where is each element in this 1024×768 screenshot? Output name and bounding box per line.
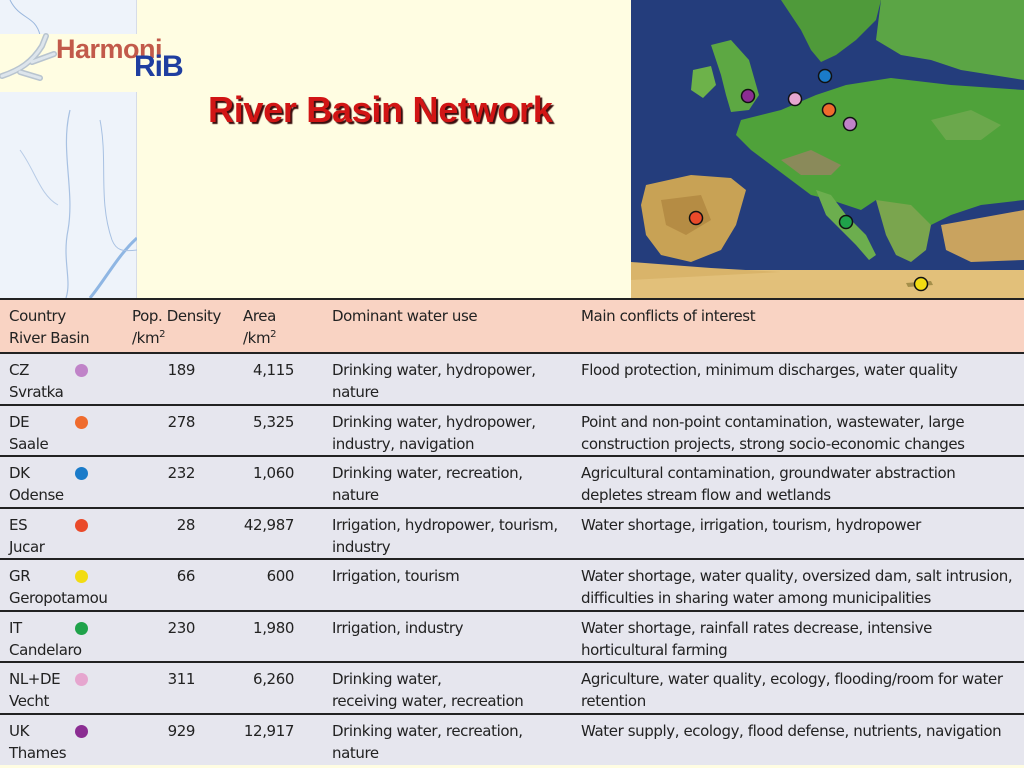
logo-text-rib: RiB <box>134 50 183 83</box>
cell-area: 42,987 <box>233 508 322 560</box>
basin-color-dot <box>75 364 88 377</box>
basin-color-dot <box>75 519 88 532</box>
header-water-use: Dominant water use <box>322 300 571 353</box>
basin-color-dot <box>75 725 88 738</box>
cell-area: 4,115 <box>233 353 322 405</box>
table-row <box>0 508 1024 560</box>
table-row <box>0 456 1024 508</box>
country-code: GR <box>9 567 31 585</box>
map-marker-de <box>823 104 836 117</box>
map-marker-es <box>690 212 703 225</box>
basin-color-dot <box>75 673 88 686</box>
header-area: Area $/km^2$ <box>233 300 322 353</box>
cell-water-use: Drinking water, receiving water, recreation <box>322 662 571 714</box>
map-marker-it <box>840 216 853 229</box>
country-code: CZ <box>9 361 29 379</box>
map-marker-dk <box>819 70 832 83</box>
cell-country-basin <box>0 405 122 457</box>
map-marker-cz <box>844 118 857 131</box>
cell-country-basin <box>0 611 122 663</box>
country-code: UK <box>9 721 30 740</box>
cell-pop-density: 311 <box>122 662 233 714</box>
river-basin-name: Candelaro <box>9 640 82 659</box>
cell-conflicts: Water supply, ecology, flood defense, nutrients, navigation <box>581 721 1002 740</box>
cell-area: 1,980 <box>233 611 322 663</box>
cell-conflicts: Agricultural contamination, groundwater abstraction depletes stream flow and wetlands <box>571 456 1024 508</box>
europe-map <box>631 0 1024 298</box>
cell-conflicts: Point and non-point contamination, wastewater, large construction projects, strong socio-economic changes <box>571 405 1024 457</box>
page-title: River Basin Network <box>208 89 553 130</box>
cell-pop-density: 232 <box>122 456 233 508</box>
cell-country-basin <box>0 353 122 405</box>
country-code: DE <box>9 412 30 431</box>
cell-water-use: Drinking water, recreation, nature <box>322 456 571 508</box>
basin-color-dot <box>75 467 88 480</box>
country-code: NL+DE <box>9 670 61 688</box>
map-marker-uk <box>742 90 755 103</box>
cell-country-basin <box>0 559 122 611</box>
river-basin-name: Saale <box>9 434 49 453</box>
cell-conflicts: Water shortage, irrigation, tourism, hydropower <box>571 508 1024 560</box>
header-conflicts: Main conflicts of interest <box>571 300 1024 353</box>
cell-country-basin <box>0 456 122 508</box>
header-country: Country River Basin <box>0 300 122 353</box>
river-basin-name: Geropotamou <box>9 589 108 607</box>
river-basin-name: Thames <box>9 743 67 762</box>
cell-water-use: Irrigation, tourism <box>322 559 571 611</box>
table-row <box>0 714 1024 766</box>
country-code: IT <box>9 618 22 637</box>
river-basin-name: Jucar <box>9 537 45 556</box>
river-basin-table <box>0 298 1024 768</box>
basin-color-dot <box>75 570 88 583</box>
cell-conflicts: Flood protection, minimum discharges, water quality <box>571 353 1024 405</box>
cell-pop-density: 278 <box>122 405 233 457</box>
table-row <box>0 405 1024 457</box>
logo-text-harmoni: Harmoni <box>56 34 163 64</box>
cell-area: 5,325 <box>233 405 322 457</box>
cell-area: 6,260 <box>233 662 322 714</box>
basin-color-dot <box>75 416 88 429</box>
map-marker-gr <box>915 278 928 291</box>
cell-pop-density: 28 <box>122 508 233 560</box>
cell-conflicts: Agriculture, water quality, ecology, flooding/room for water retention <box>571 662 1024 714</box>
cell-conflicts: Water shortage, rainfall rates decrease, intensive horticultural farming <box>571 611 1024 663</box>
basin-color-dot <box>75 622 88 635</box>
table-row <box>0 559 1024 611</box>
cell-country-basin <box>0 714 122 766</box>
river-basin-name: Odense <box>9 486 64 504</box>
river-basin-name: Vecht <box>9 692 49 710</box>
cell-water-use: Irrigation, industry <box>322 611 571 663</box>
cell-pop-density: 230 <box>122 611 233 663</box>
cell-water-use: Drinking water, hydropower, industry, navigation <box>322 405 571 457</box>
map-marker-nl-de <box>789 93 802 106</box>
harmonirib-logo <box>0 32 183 94</box>
country-code: ES <box>9 515 28 534</box>
cell-water-use: Irrigation, hydropower, tourism, industry <box>322 508 571 560</box>
country-code: DK <box>9 464 30 482</box>
header-pop-density: Pop. Density $/km^2$ <box>122 300 233 353</box>
table-row <box>0 662 1024 714</box>
cell-pop-density: 66 <box>122 559 233 611</box>
cell-country-basin <box>0 508 122 560</box>
cell-area: 12,917 <box>243 721 294 740</box>
cell-area: 1,060 <box>233 456 322 508</box>
cell-water-use: Drinking water, recreation, nature <box>332 721 523 762</box>
table-row <box>0 353 1024 405</box>
cell-country-basin <box>0 662 122 714</box>
cell-water-use: Drinking water, hydropower, nature <box>322 353 571 405</box>
cell-conflicts: Water shortage, water quality, oversized dam, salt intrusion, difficulties in sharing water among municipalities <box>571 559 1024 611</box>
river-basin-name: Svratka <box>9 383 64 401</box>
table-header-row <box>0 300 1024 353</box>
table-row <box>0 611 1024 663</box>
cell-pop-density: 189 <box>122 353 233 405</box>
cell-area: 600 <box>233 559 322 611</box>
cell-pop-density: 929 <box>167 721 195 740</box>
